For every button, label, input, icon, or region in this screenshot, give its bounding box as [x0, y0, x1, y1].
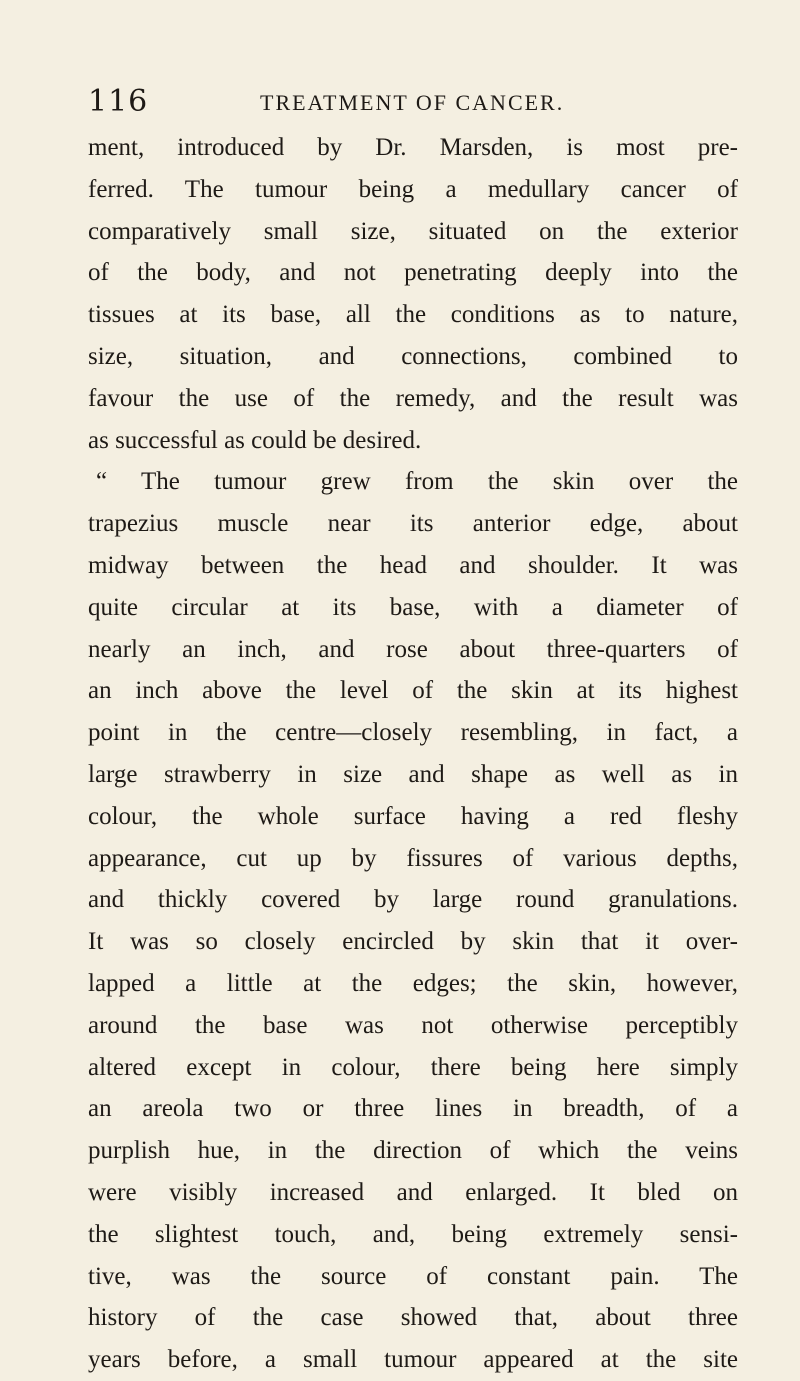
running-head	[88, 84, 748, 124]
text-line: midway between the head and shoulder. It was	[88, 551, 738, 579]
text-line: as successful as could be desired.	[88, 426, 422, 454]
text-line: of the body, and not penetrating deeply into the	[88, 259, 738, 287]
text-line: large strawberry in size and shape as well as in	[88, 760, 738, 788]
text-line: were visibly increased and enlarged. It bled on	[88, 1178, 738, 1206]
text-line: an inch above the level of the skin at its highest	[88, 677, 738, 705]
text-line: colour, the whole surface having a red fleshy	[88, 802, 738, 830]
text-line: years before, a small tumour appeared at the site	[88, 1346, 738, 1374]
text-line: ferred. The tumour being a medullary cancer of	[88, 175, 738, 203]
text-line: comparatively small size, situated on the exterior	[88, 217, 738, 245]
text-line: point in the centre—closely resembling, in fact, a	[88, 719, 738, 747]
text-line: “ The tumour grew from the skin over the	[96, 468, 738, 496]
text-line: and thickly covered by large round granulations.	[88, 886, 738, 914]
text-line: nearly an inch, and rose about three-quarters of	[88, 635, 738, 663]
text-line: lapped a little at the edges; the skin, however,	[88, 969, 738, 997]
text-line: history of the case showed that, about three	[88, 1304, 738, 1332]
page-number: 116	[88, 84, 149, 119]
text-line: ment, introduced by Dr. Marsden, is most pre-	[88, 134, 738, 161]
text-line: tive, was the source of constant pain. The	[88, 1262, 738, 1290]
text-line: the slightest touch, and, being extremely sensi-	[88, 1220, 738, 1248]
running-title: TREATMENT OF CANCER.	[260, 90, 565, 115]
text-line: quite circular at its base, with a diameter of	[88, 593, 738, 621]
text-line: size, situation, and connections, combined to	[88, 342, 738, 370]
text-line: trapezius muscle near its anterior edge, about	[88, 510, 738, 538]
text-line: an areola two or three lines in breadth, of a	[88, 1095, 738, 1123]
text-line: It was so closely encircled by skin that it over-	[88, 928, 738, 956]
text-line: appearance, cut up by fissures of various depths,	[88, 844, 738, 872]
text-line: purplish hue, in the direction of which the veins	[88, 1137, 738, 1165]
text-line: tissues at its base, all the conditions as to nature,	[88, 301, 738, 329]
text-line: around the base was not otherwise perceptibly	[88, 1011, 738, 1039]
text-line: favour the use of the remedy, and the result was	[88, 384, 738, 412]
text-line: altered except in colour, there being here simply	[88, 1053, 738, 1081]
body-text	[88, 127, 738, 1381]
